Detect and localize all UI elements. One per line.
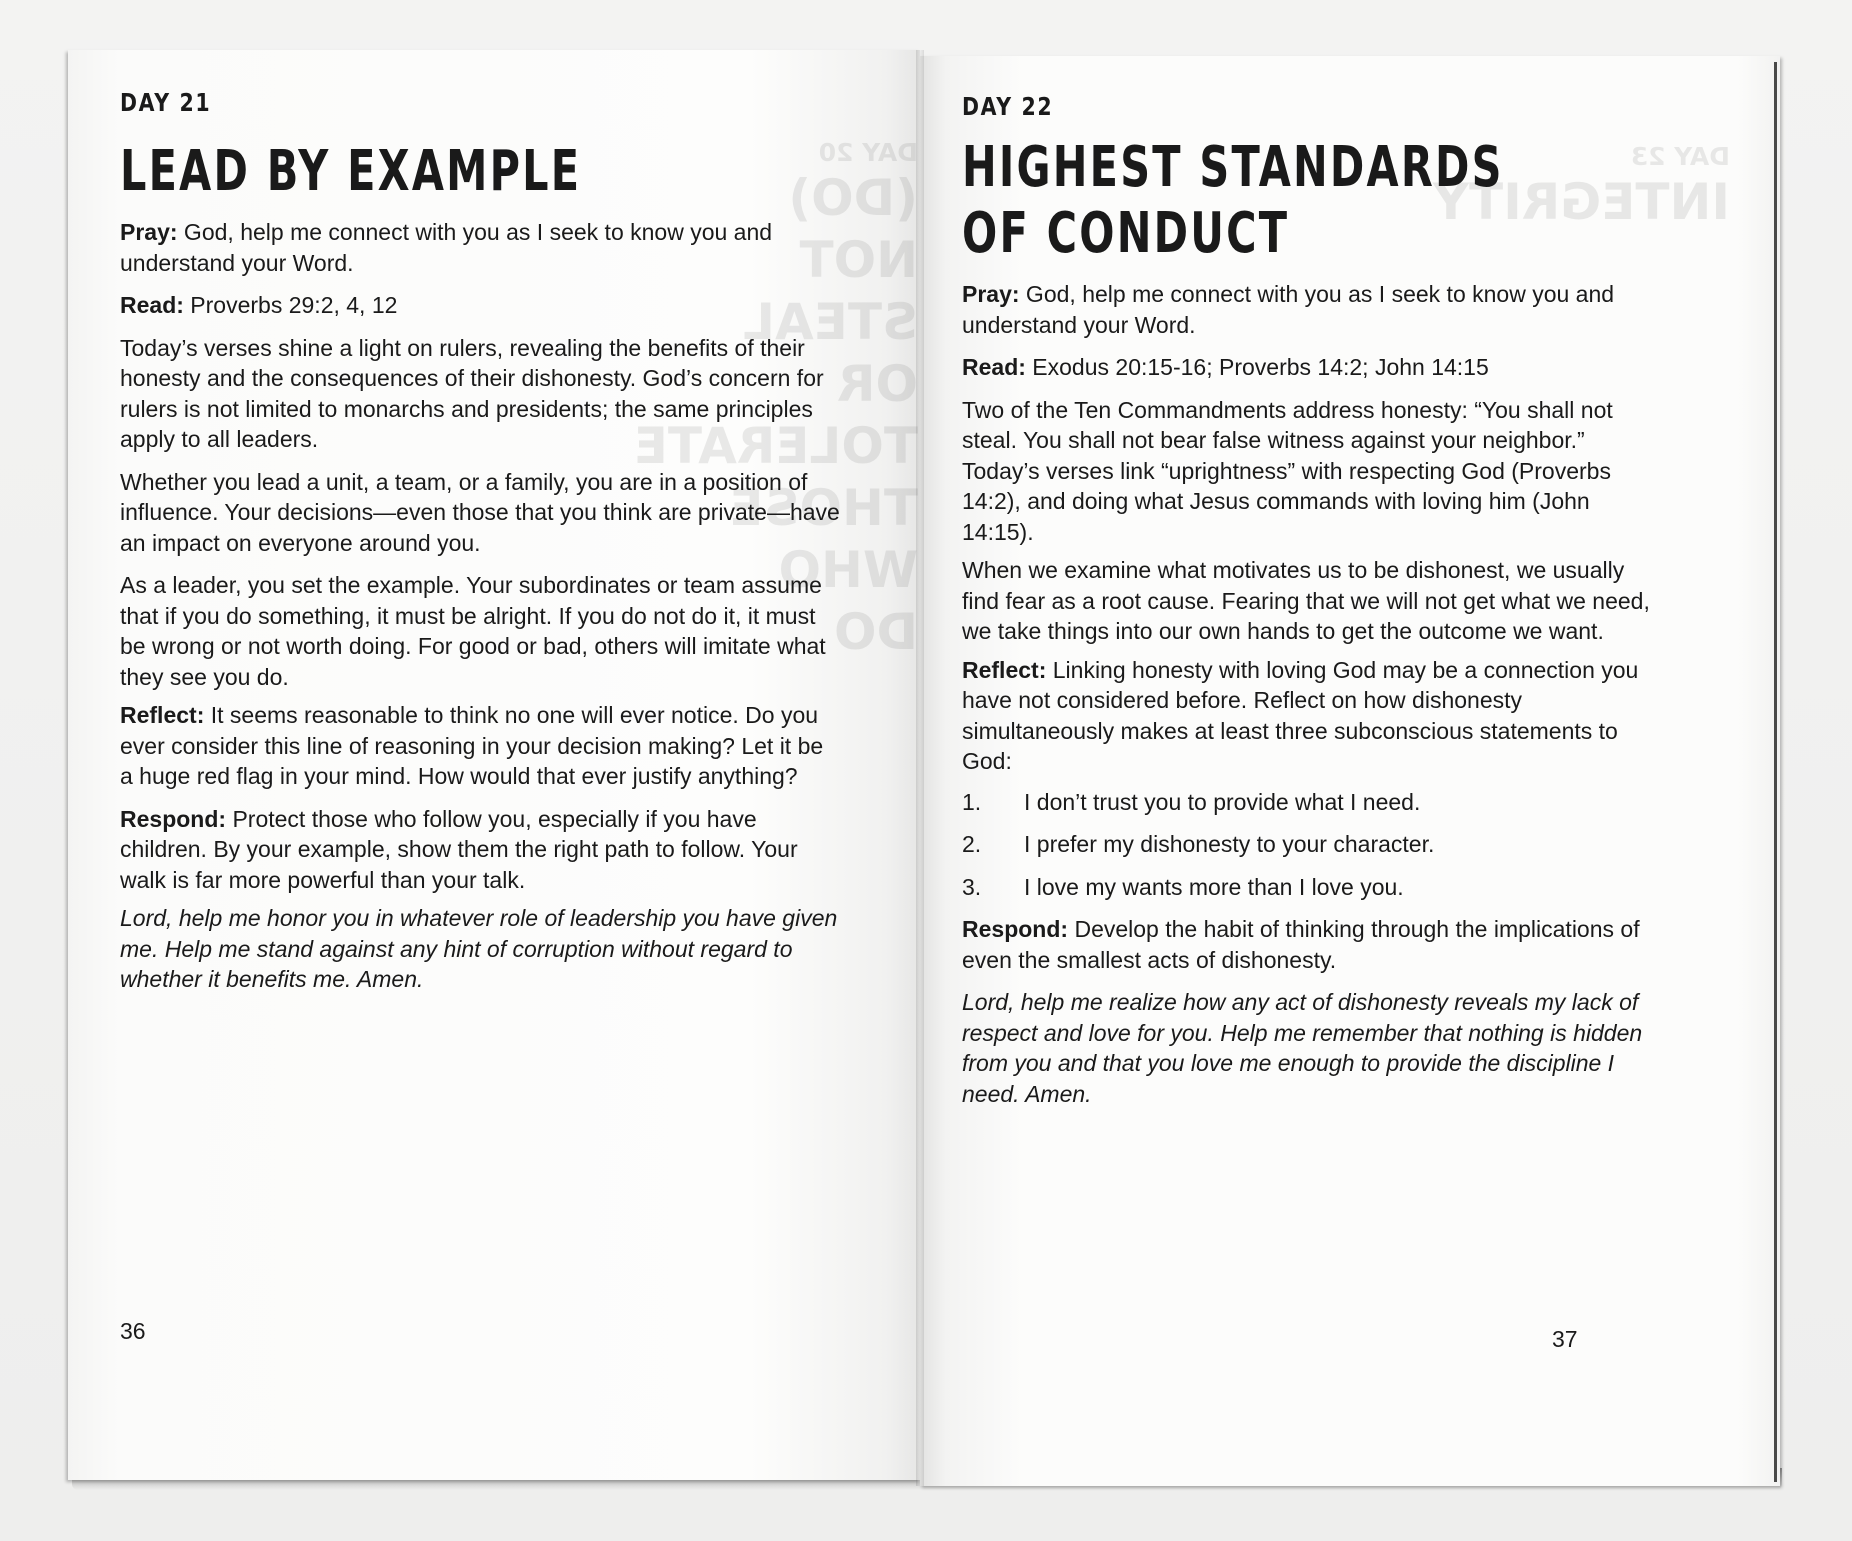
page-edge <box>1774 62 1777 1482</box>
ghost-title: (DO) NOT STEAL OR TOLERATE THOSE WHO DO <box>633 169 918 661</box>
page-title <box>962 135 1504 267</box>
list-item-number: 1. <box>962 788 982 815</box>
list-item-text: I love my wants more than I love you. <box>1024 873 1404 900</box>
respond-text: Protect those who follow you, especially if you have children. By your example, show them the right path to follow. Your walk is far more powerful than your talk. <box>120 805 798 893</box>
reflect-text: Linking honesty with loving God may be a connection you have not considered before. Reflect on how dishonesty simultaneously makes at least three subconscious statements to God: <box>962 656 1639 774</box>
reflect-text: It seems reasonable to think no one will ever notice. Do you ever consider this line of reasoning in your decision making? Let it be a huge red flag in your mind. How would that ever justify anything? <box>120 702 824 789</box>
ghost-day-label: DAY 23 <box>1630 142 1730 171</box>
ghost-title: INTEGRITY <box>1432 173 1730 231</box>
respond-label: Respond: <box>120 805 227 832</box>
respond-text: Develop the habit of thinking through the implications of even the smallest acts of dishonesty. <box>962 916 1640 973</box>
page-number: 37 <box>1552 1326 1578 1352</box>
right-page-content <box>962 92 1662 1109</box>
page-title: LEAD BY EXAMPLE <box>120 139 582 204</box>
list-item-number: 3. <box>962 873 982 900</box>
body-paragraph: Two of the Ten Commandments address honesty: “You shall not steal. You shall not bear false witness against your neighbor.” Today’s verses link “uprightness” with respecting God (Proverbs 14:2), and doing what Jesus commands with loving him (John 14:15). <box>962 396 1613 545</box>
read-label: Read: <box>120 292 184 318</box>
page-title-line-2: OF CONDUCT <box>962 201 1290 266</box>
list-item-text: I don’t trust you to provide what I need. <box>1024 788 1421 815</box>
reflect-label: Reflect: <box>962 656 1047 683</box>
body-paragraph: When we examine what motivates us to be dishonest, we usually find fear as a root cause. Fearing that we will not get what we need, we take things into our own hands to get the outcome we want. <box>962 557 1650 644</box>
read-section <box>962 352 1662 383</box>
pray-label: Pray: <box>962 281 1020 307</box>
left-page-content <box>120 88 840 995</box>
body-paragraph: Today’s verses shine a light on rulers, revealing the benefits of their honesty and the consequences of their dishonesty. God’s concern for rulers is not limited to monarchs and presidents; the same principles apply to all leaders. <box>120 334 824 452</box>
reflect-section <box>962 655 1662 777</box>
closing-prayer <box>962 987 1662 1109</box>
closing-prayer-text: Lord, help me realize how any act of dishonesty reveals my lack of respect and love for you. Help me remember that nothing is hidden from you and that you love me enough to provide the discipline I need. Amen. <box>962 989 1643 1107</box>
pray-text: God, help me connect with you as I seek to know you and understand your Word. <box>962 281 1615 338</box>
page-title-line-1: HIGHEST STANDARDS <box>962 135 1504 200</box>
read-label: Read: <box>962 354 1026 380</box>
day-label: DAY 22 <box>962 92 1054 121</box>
body-paragraph: Whether you lead a unit, a team, or a family, you are in a position of influence. Your decisions—even those that you think are private—have an impact on everyone around you. <box>120 468 840 556</box>
list-item <box>962 829 1662 860</box>
statement-list <box>962 787 1662 903</box>
reflect-section <box>120 700 840 792</box>
pray-section <box>120 217 840 278</box>
reflect-label: Reflect: <box>120 702 205 728</box>
list-item <box>962 787 1662 818</box>
pray-label: Pray: <box>120 219 178 245</box>
page-number: 36 <box>120 1318 146 1344</box>
respond-label: Respond: <box>962 916 1069 942</box>
respond-section <box>962 914 1662 975</box>
list-item <box>962 872 1662 903</box>
respond-section <box>120 804 840 896</box>
pray-text: God, help me connect with you as I seek to know you and understand your Word. <box>120 219 773 276</box>
read-text: Exodus 20:15-16; Proverbs 14:2; John 14:15 <box>1025 354 1489 380</box>
pray-section <box>962 279 1662 340</box>
list-item-number: 2. <box>962 831 982 857</box>
closing-prayer <box>120 903 840 995</box>
ghost-day-label: DAY 20 <box>818 138 918 167</box>
book-spine <box>916 50 924 1486</box>
read-section <box>120 290 840 321</box>
read-text: Proverbs 29:2, 4, 12 <box>183 292 398 318</box>
day-label: DAY 21 <box>120 88 212 117</box>
list-item-text: I prefer my dishonesty to your character. <box>1024 831 1435 857</box>
body-paragraph: As a leader, you set the example. Your subordinates or team assume that if you do something, it must be alright. If you do not do it, it must be wrong or not worth doing. For good or bad, others will imitate what they see you do. <box>120 572 826 690</box>
closing-prayer-text: Lord, help me honor you in whatever role of leadership you have given me. Help me stand against any hint of corruption without regard to whether it benefits me. Amen. <box>120 905 838 992</box>
